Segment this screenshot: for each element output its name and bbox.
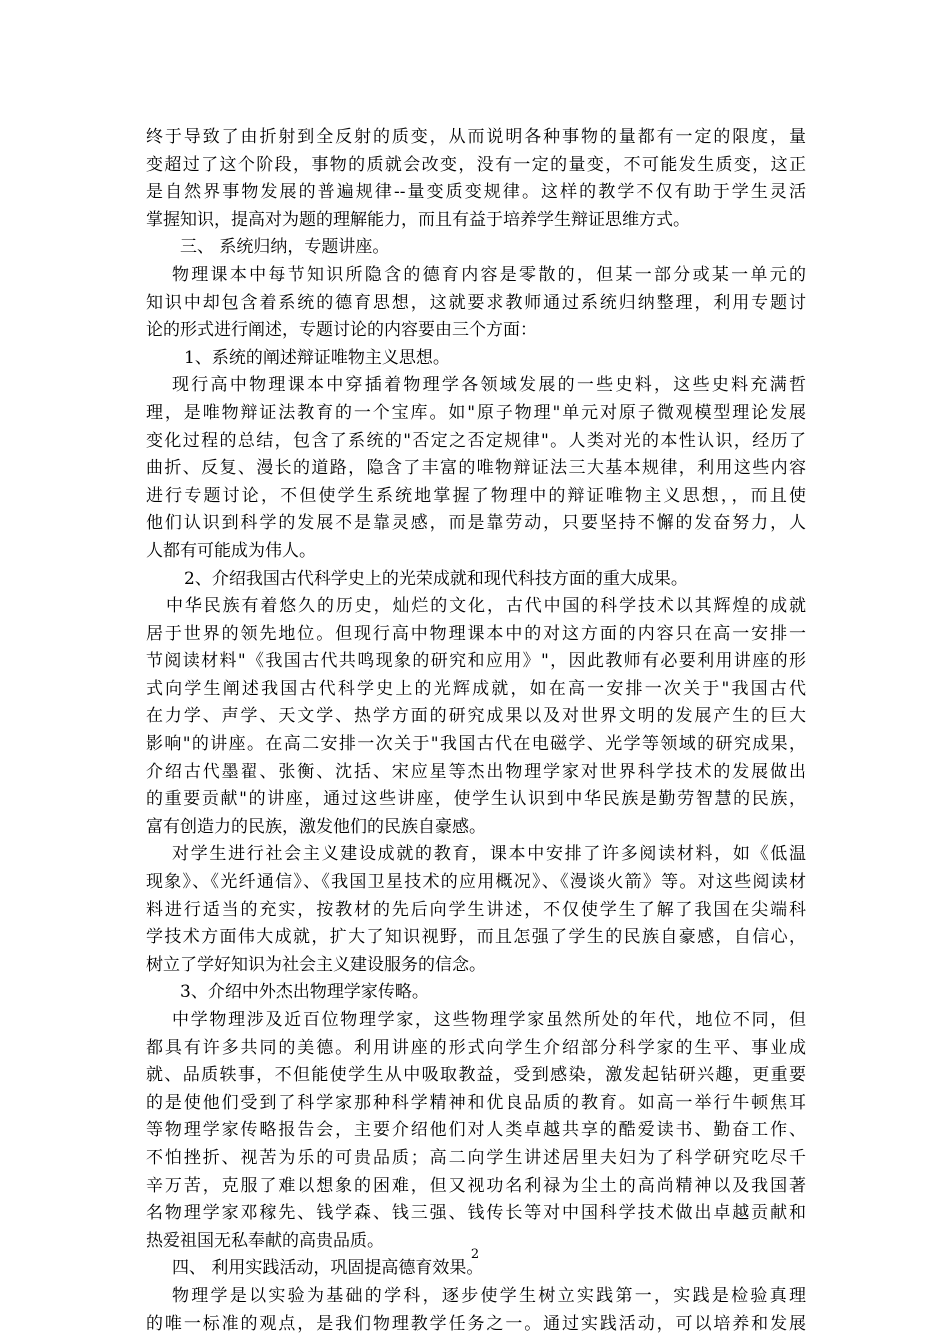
text-line: 进行专题讨论，不但使学生系统地掌握了物理中的辩证唯物主义思想，，而且使	[146, 485, 806, 506]
text-line: 物理课本中每节知识所隐含的德育内容是零散的，但某一部分或某一单元的	[172, 264, 806, 285]
text-line: 在力学、声学、天文学、热学方面的研究成果以及对世界文明的发展产生的巨大	[146, 706, 806, 727]
text-line: 现行高中物理课本中穿插着物理学各领域发展的一些史料，这些史料充满哲	[172, 375, 806, 396]
document-body	[146, 124, 806, 1338]
text-line: 富有创造力的民族，激发他们的民族自豪感。	[146, 816, 486, 837]
text-line: 三、 系统归纳，专题讲座。	[180, 237, 390, 258]
text-line: 影响"的讲座。在高二安排一次关于"我国古代在电磁学、光学等领域的研究成果，	[146, 734, 806, 755]
text-line: 的重要贡献"的讲座，通过这些讲座，使学生认识到中华民族是勤劳智慧的民族，	[146, 789, 806, 810]
text-line: 就、品质轶事，不但能使学生从中吸取教益，受到感染，激发起钻研兴趣，更重要	[146, 1065, 806, 1086]
text-line: 四、 利用实践活动，巩固提高德育效果。	[172, 1258, 484, 1279]
text-line: 3、介绍中外杰出物理学家传略。	[180, 982, 429, 1003]
text-line: 辛万苦，克服了难以想象的困难，但又视功名利禄为尘土的高尚精神以及我国著	[146, 1175, 806, 1196]
text-line: 掌握知识，提高对为题的理解能力，而且有益于培养学生辩证思维方式。	[146, 209, 690, 230]
page-number: 2	[470, 1247, 480, 1262]
text-line: 树立了学好知识为社会主义建设服务的信念。	[146, 954, 486, 975]
text-line: 中学物理涉及近百位物理学家，这些物理学家虽然所处的年代，地位不同，但	[172, 1010, 806, 1030]
text-line: 1、系统的阐述辩证唯物主义思想。	[184, 347, 450, 368]
text-line: 式向学生阐述我国古代科学史上的光辉成就，如在高一安排一次关于"我国古代	[146, 678, 806, 699]
text-line: 人都有可能成为伟人。	[146, 540, 316, 561]
text-line: 知识中却包含着系统的德育思想，这就要求教师通过系统归纳整理，利用专题讨	[146, 292, 806, 313]
text-line: 物理学是以实验为基础的学科，逐步使学生树立实践第一，实践是检验真理	[172, 1285, 806, 1306]
text-line: 节阅读材料"《我国古代共鸣现象的研究和应用》"，因此教师有必要利用讲座的形	[146, 651, 806, 672]
text-line: 变化过程的总结，包含了系统的"否定之否定规律"。人类对光的本性认识，经历了	[146, 430, 806, 451]
text-line: 等物理学家传略报告会，主要介绍他们对人类卓越共享的酷爱读书、勤奋工作、	[146, 1120, 806, 1141]
text-line: 2、介绍我国古代科学史上的光荣成就和现代科技方面的重大成果。	[184, 568, 688, 589]
text-line: 热爱祖国无私奉献的高贵品质。	[146, 1230, 384, 1251]
text-line: 终于导致了由折射到全反射的质变，从而说明各种事物的量都有一定的限度，量	[146, 127, 806, 147]
text-line: 的唯一标准的观点，是我们物理教学任务之一。通过实践活动，可以培养和发展	[146, 1313, 806, 1334]
text-line: 料进行适当的充实，按教材的先后向学生讲述，不仅使学生了解了我国在尖端科	[146, 899, 806, 920]
text-line: 曲折、反复、漫长的道路，隐含了丰富的唯物辩证法三大基本规律，利用这些内容	[146, 458, 806, 479]
text-line: 都具有许多共同的美德。利用讲座的形式向学生介绍部分科学家的生平、事业成	[146, 1037, 806, 1058]
text-line: 名物理学家邓稼先、钱学森、钱三强、钱传长等对中国科学技术做出卓越贡献和	[146, 1203, 806, 1224]
text-line: 居于世界的领先地位。但现行高中物理课本中的对这方面的内容只在高一安排一	[146, 623, 806, 644]
text-line: 他们认识到科学的发展不是靠灵感，而是靠劳动，只要坚持不懈的发奋努力，人	[146, 513, 806, 534]
text-line: 的是使他们受到了科学家那种科学精神和优良品质的教育。如高一举行牛顿焦耳	[146, 1092, 806, 1113]
text-line: 论的形式进行阐述，专题讨论的内容要由三个方面：	[146, 320, 537, 341]
text-line: 中华民族有着悠久的历史，灿烂的文化，古代中国的科学技术以其辉煌的成就	[166, 596, 806, 617]
text-line: 是自然界事物发展的普遍规律--量变质变规律。这样的教学不仅有助于学生灵活	[146, 182, 806, 203]
text-line: 理，是唯物辩证法教育的一个宝库。如"原子物理"单元对原子微观模型理论发展	[146, 402, 806, 423]
text-line: 不怕挫折、视苦为乐的可贵品质；高二向学生讲述居里夫妇为了科学研究吃尽千	[146, 1147, 806, 1168]
text-line: 学技术方面伟大成就，扩大了知识视野，而且怎强了学生的民族自豪感，自信心，	[146, 927, 806, 948]
text-line: 对学生进行社会主义建设成就的教育，课本中安排了许多阅读材料，如《低温	[172, 844, 806, 865]
text-line: 介绍古代墨翟、张衡、沈括、宋应星等杰出物理学家对世界科学技术的发展做出	[146, 761, 806, 782]
text-line: 现象》、《光纤通信》、《我国卫星技术的应用概况》、《漫谈火箭》等。对这些阅读材	[146, 872, 806, 893]
text-line: 变超过了这个阶段，事物的质就会改变，没有一定的量变，不可能发生质变，这正	[146, 154, 806, 175]
